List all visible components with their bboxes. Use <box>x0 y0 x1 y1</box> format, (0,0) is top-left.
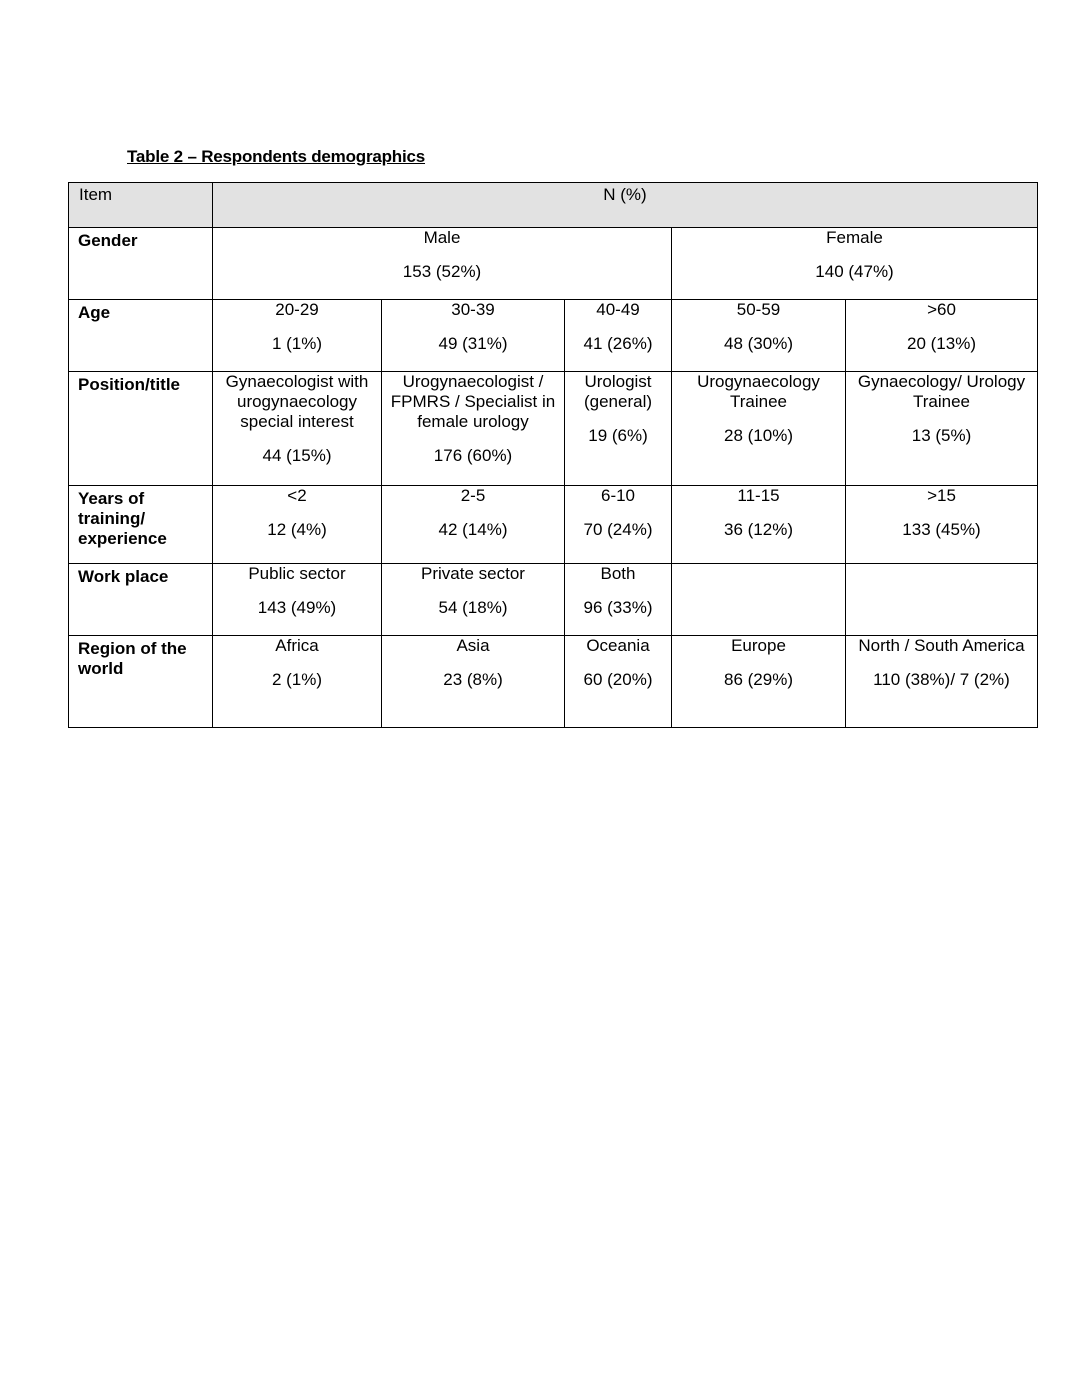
cell-category: 40-49 <box>596 300 640 319</box>
cell-value: 49 (31%) <box>438 334 508 353</box>
cell-years-2-5 <box>382 486 565 564</box>
cell-age-over-60 <box>846 300 1038 372</box>
cell-category: Africa <box>275 636 319 655</box>
cell-category: Urologist (general) <box>583 372 653 411</box>
cell-gender-female <box>672 228 1038 300</box>
cell-position-urogynaecologist <box>382 372 565 486</box>
cell-category: Gynaecology/ Urology Trainee <box>857 372 1026 411</box>
cell-work-both <box>565 564 672 636</box>
cell-category: 20-29 <box>275 300 319 319</box>
row-label-workplace: Work place <box>69 564 213 636</box>
header-row <box>69 183 1038 228</box>
cell-value: 70 (24%) <box>583 520 653 539</box>
cell-region-oceania <box>565 636 672 728</box>
cell-value: 140 (47%) <box>815 262 894 281</box>
cell-value: 2 (1%) <box>271 670 323 689</box>
table-row-gender <box>69 228 1038 300</box>
cell-value: 96 (33%) <box>583 598 653 617</box>
cell-years-over-15 <box>846 486 1038 564</box>
table-row-years <box>69 486 1038 564</box>
cell-category: Europe <box>731 636 786 655</box>
cell-category: Both <box>600 564 636 583</box>
cell-value: 23 (8%) <box>443 670 503 689</box>
cell-work-public <box>213 564 382 636</box>
cell-category: <2 <box>287 486 307 505</box>
cell-category: Gynaecologist with urogynaecology special interest <box>225 372 369 431</box>
cell-category: 2-5 <box>460 486 486 505</box>
cell-age-40-49 <box>565 300 672 372</box>
cell-value: 28 (10%) <box>724 426 793 445</box>
cell-category: Female <box>826 228 883 247</box>
cell-value: 54 (18%) <box>438 598 508 617</box>
cell-position-gyn-uro-trainee <box>846 372 1038 486</box>
cell-age-30-39 <box>382 300 565 372</box>
cell-gender-male <box>213 228 672 300</box>
cell-value: 36 (12%) <box>724 520 793 539</box>
cell-value: 44 (15%) <box>262 446 332 465</box>
cell-value: 60 (20%) <box>583 670 653 689</box>
cell-position-urologist <box>565 372 672 486</box>
row-label-gender: Gender <box>69 228 213 300</box>
cell-value: 42 (14%) <box>438 520 508 539</box>
cell-category: Male <box>423 228 461 247</box>
cell-years-11-15 <box>672 486 846 564</box>
cell-position-gynaecologist <box>213 372 382 486</box>
cell-position-urogyn-trainee <box>672 372 846 486</box>
cell-years-under-2 <box>213 486 382 564</box>
cell-category: Asia <box>456 636 490 655</box>
cell-work-empty-1 <box>672 564 846 636</box>
cell-category: 6-10 <box>600 486 636 505</box>
row-label-region: Region of the world <box>69 636 213 728</box>
table-caption: Table 2 – Respondents demographics <box>127 147 426 166</box>
cell-value: 110 (38%)/ 7 (2%) <box>873 670 1010 689</box>
cell-category: Urogynaecologist / FPMRS / Specialist in female urology <box>390 372 556 431</box>
cell-category: Public sector <box>248 564 346 583</box>
cell-category: Oceania <box>586 636 650 655</box>
cell-value: 86 (29%) <box>724 670 793 689</box>
row-label-position: Position/title <box>69 372 213 486</box>
cell-value: 12 (4%) <box>267 520 327 539</box>
table-row-workplace <box>69 564 1038 636</box>
cell-category: 11-15 <box>737 486 780 505</box>
cell-category: 30-39 <box>451 300 495 319</box>
demographics-table <box>68 182 1038 728</box>
cell-work-empty-2 <box>846 564 1038 636</box>
cell-years-6-10 <box>565 486 672 564</box>
cell-value: 1 (1%) <box>271 334 323 353</box>
cell-value: 19 (6%) <box>588 426 648 445</box>
cell-category: 50-59 <box>736 300 781 319</box>
cell-value: 13 (5%) <box>911 426 972 445</box>
cell-age-50-59 <box>672 300 846 372</box>
cell-value: 20 (13%) <box>907 334 976 353</box>
header-n-percent: N (%) <box>213 183 1038 228</box>
table-row-region <box>69 636 1038 728</box>
cell-value: 41 (26%) <box>583 334 653 353</box>
cell-value: 176 (60%) <box>433 446 513 465</box>
cell-category: >15 <box>927 486 956 505</box>
cell-value: 143 (49%) <box>257 598 337 617</box>
row-label-age: Age <box>69 300 213 372</box>
cell-value: 133 (45%) <box>902 520 981 539</box>
cell-value: 153 (52%) <box>402 262 482 281</box>
cell-category: Private sector <box>421 564 525 583</box>
row-label-years: Years of training/ experience <box>69 486 213 564</box>
cell-region-americas <box>846 636 1038 728</box>
cell-region-africa <box>213 636 382 728</box>
table-row-position <box>69 372 1038 486</box>
cell-work-private <box>382 564 565 636</box>
cell-region-europe <box>672 636 846 728</box>
header-item: Item <box>69 183 213 228</box>
cell-region-asia <box>382 636 565 728</box>
cell-category: North / South America <box>858 636 1025 655</box>
cell-category: >60 <box>927 300 956 319</box>
table-row-age <box>69 300 1038 372</box>
cell-age-20-29 <box>213 300 382 372</box>
cell-category: Urogynaecology Trainee <box>697 372 820 411</box>
cell-value: 48 (30%) <box>724 334 793 353</box>
